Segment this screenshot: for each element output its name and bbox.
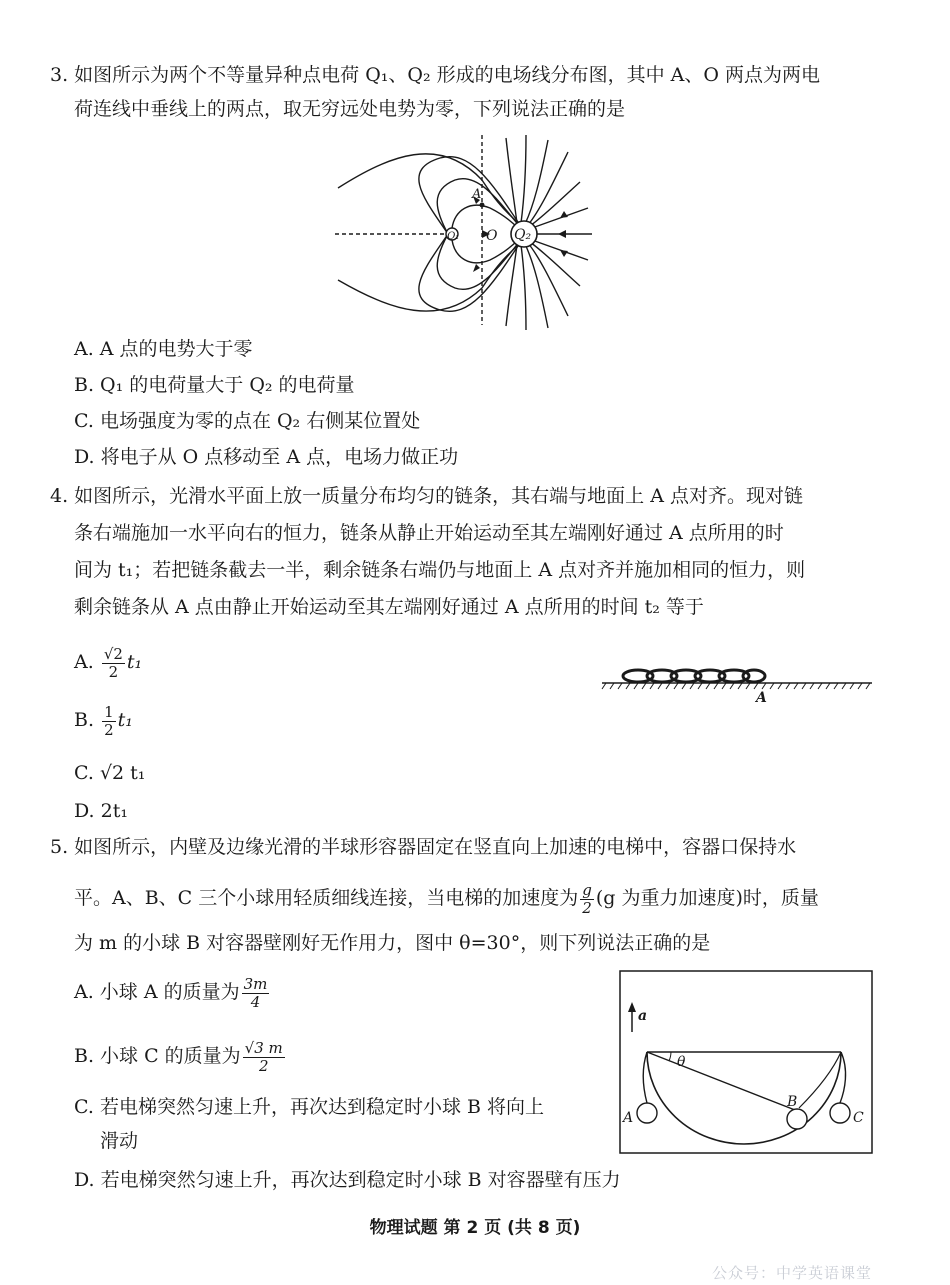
q5-stem-line2-post: (g 为重力加速度)时，质量 [595,887,819,909]
ball-a [637,1103,657,1123]
q4-stem-line4: 剩余链条从 A 点由静止开始运动至其左端刚好通过 A 点所用的时间 t₂ 等于 [74,596,704,618]
q3-stem-line1: 3. 如图所示为两个不等量异种点电荷 Q₁、Q₂ 形成的电场线分布图，其中 A、O 两点为两电 [50,64,821,86]
q4-option-a-prefix: A. [74,651,94,673]
q4-option-b-num: 1 [104,702,114,721]
q4-option-a-den: 2 [108,662,119,681]
q4-option-b-suffix: t₁ [117,709,133,731]
q5-option-a-pre: A. 小球 A 的质量为 [74,981,240,1003]
chain-point-a-label: A [756,690,767,706]
q1-label: Q₁ [447,231,460,242]
q4-option-b-den: 2 [104,720,114,739]
q5-accel-fraction [580,882,594,917]
q3-option-b: B. Q₁ 的电荷量大于 Q₂ 的电荷量 [74,374,355,396]
ball-c-label: C [853,1110,864,1126]
q4-option-a-fraction [102,646,125,681]
q4-stem-line1: 4. 如图所示，光滑水平面上放一质量分布均匀的链条，其右端与地面上 A 点对齐。现对链 [50,485,803,507]
q5-option-a-fraction [242,976,270,1011]
a-label: A [472,187,482,202]
q5-option-c-line2: 滑动 [100,1130,139,1152]
ball-b-label: B [787,1094,798,1110]
ball-c [830,1103,850,1123]
q4-stem-line3: 间为 t₁；若把链条截去一半，剩余链条右端仍与地面上 A 点对齐并施加相同的恒力，则 [74,559,806,581]
theta-label: θ [677,1054,686,1070]
q5-stem-line2 [74,878,819,918]
q5-option-d: D. 若电梯突然匀速上升，再次达到稳定时小球 B 对容器壁有压力 [74,1169,621,1191]
q5-option-b [74,1036,287,1076]
q5-stem-line1: 5. 如图所示，内壁及边缘光滑的半球形容器固定在竖直向上加速的电梯中，容器口保持水 [50,836,797,858]
q5-option-a-num: 3m [243,974,268,993]
q3-stem-line2: 荷连线中垂线上的两点，取无穷远处电势为零，下列说法正确的是 [74,98,626,120]
q4-option-c: C. √2 t₁ [74,762,146,784]
electric-field-diagram [330,130,600,330]
q4-option-a [74,642,142,682]
page-footer: 物理试题 第 2 页 (共 8 页) [369,1218,581,1238]
q2-label: Q₂ [514,227,532,243]
q5-option-a-den: 4 [250,992,261,1011]
q5-option-b-num: √3 m [244,1038,283,1057]
q4-option-b-fraction [102,704,116,739]
o-label: O [486,228,498,244]
q5-stem-line2-pre: 平。A、B、C 三个小球用轻质细线连接，当电梯的加速度为 [74,887,579,909]
point-a [480,203,485,208]
q4-option-d: D. 2t₁ [74,800,128,822]
ball-a-label: A [623,1110,634,1126]
accel-label: a [638,1008,648,1024]
q5-option-b-pre: B. 小球 C 的质量为 [74,1045,241,1067]
q5-option-b-fraction [243,1040,285,1075]
q4-stem-line2: 条右端施加一水平向右的恒力，链条从静止开始运动至其左端刚好通过 A 点所用的时 [74,522,784,544]
ball-b [787,1109,807,1129]
q4-option-a-num: √2 [103,644,123,663]
q5-stem-line3: 为 m 的小球 B 对容器壁刚好无作用力，图中 θ=30°，则下列说法正确的是 [74,932,711,954]
q5-accel-den: 2 [582,898,592,917]
watermark: 公众号：中学英语课堂 [711,1264,872,1282]
q3-option-d: D. 将电子从 O 点移动至 A 点，电场力做正功 [74,446,459,468]
q4-option-a-suffix: t₁ [126,651,143,673]
q5-option-a [74,972,271,1012]
q5-accel-num: g [582,880,592,899]
q4-option-b [74,700,133,740]
q4-option-b-prefix: B. [74,709,95,731]
q3-option-c: C. 电场强度为零的点在 Q₂ 右侧某位置处 [74,410,421,432]
q3-option-a: A. A 点的电势大于零 [74,338,253,360]
q5-option-c-line1: C. 若电梯突然匀速上升，再次达到稳定时小球 B 将向上 [74,1096,544,1118]
hemisphere-diagram [619,970,873,1155]
q5-option-b-den: 2 [258,1056,269,1075]
chain-diagram [600,662,880,707]
